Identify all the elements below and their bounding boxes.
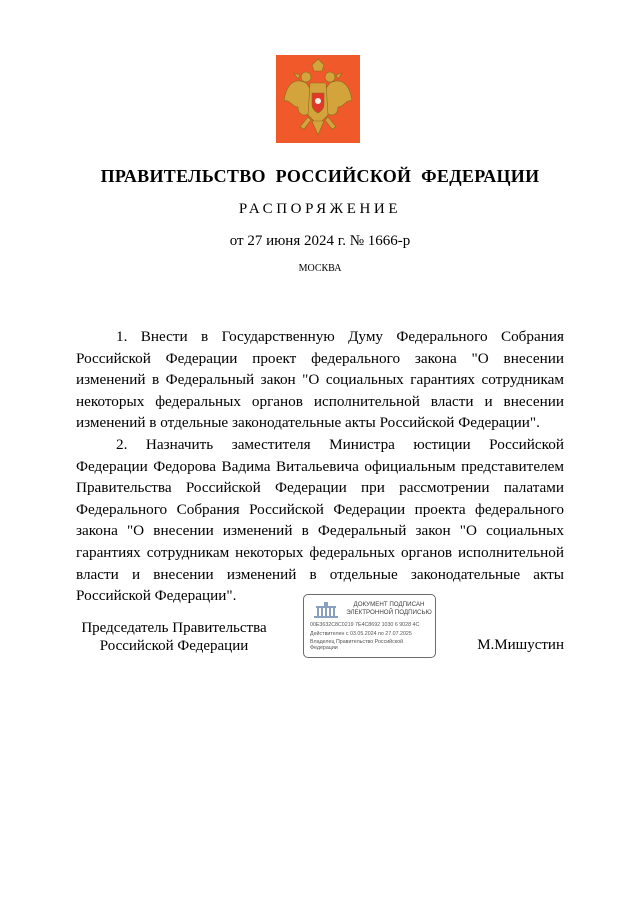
- stamp-heading-line2: ЭЛЕКТРОННОЙ ПОДПИСЬЮ: [346, 609, 432, 616]
- coat-of-arms-emblem: [276, 55, 360, 143]
- signatory-name: М.Мишустин: [477, 637, 564, 653]
- stamp-heading: [344, 601, 434, 617]
- stamp-certificate: 00E3632C8C0219 7E4C8692 1030 6 9028 4C: [310, 622, 420, 628]
- city: МОСКВА: [298, 263, 342, 274]
- signatory-position: [76, 619, 272, 655]
- paragraph-1: 1. Внести в Государственную Думу Федерального Собрания Российской Федерации проект федерального закона "О внесении изменений в Федеральный закон "О социальных гарантиях сотрудникам некоторых федеральных органов исполнительной власти и внесении изменений в отдельные законодательные акты Российской Федерации".: [76, 328, 564, 432]
- signatory-position-line2: Российской Федерации: [99, 638, 249, 654]
- stamp-owner-line2: Федерации: [310, 645, 338, 651]
- stamp-owner-line1: Владелец Правительство Российской: [310, 639, 404, 645]
- document-type: РАСПОРЯЖЕНИЕ: [238, 201, 402, 217]
- signatory-position-line1: Председатель Правительства: [81, 620, 267, 636]
- document-body: [76, 326, 564, 607]
- stamp-heading-line1: ДОКУМЕНТ ПОДПИСАН: [353, 601, 425, 608]
- electronic-signature-stamp: [303, 594, 436, 658]
- government-building-icon: [312, 601, 340, 619]
- double-headed-eagle-icon: [276, 55, 360, 143]
- stamp-validity: Действителен с 03.05.2024 по 27.07.2025: [310, 631, 412, 637]
- date-number: от 27 июня 2024 г. № 1666-р: [229, 233, 411, 249]
- organization-title: ПРАВИТЕЛЬСТВО РОССИЙСКОЙ ФЕДЕРАЦИИ: [100, 166, 540, 186]
- paragraph-2: 2. Назначить заместителя Министра юстиции Российской Федерации Федорова Вадима Витальевича официальным представителем Правительства Российской Федерации при рассмотрении палатами Федерального Собрания Российской Федерации проекта федерального закона "О внесении изменений в Федеральный закон "О социальных гарантиях сотрудникам некоторых федеральных органов исполнительной власти и внесении изменений в отдельные законодательные акты Российской Федерации".: [76, 435, 564, 605]
